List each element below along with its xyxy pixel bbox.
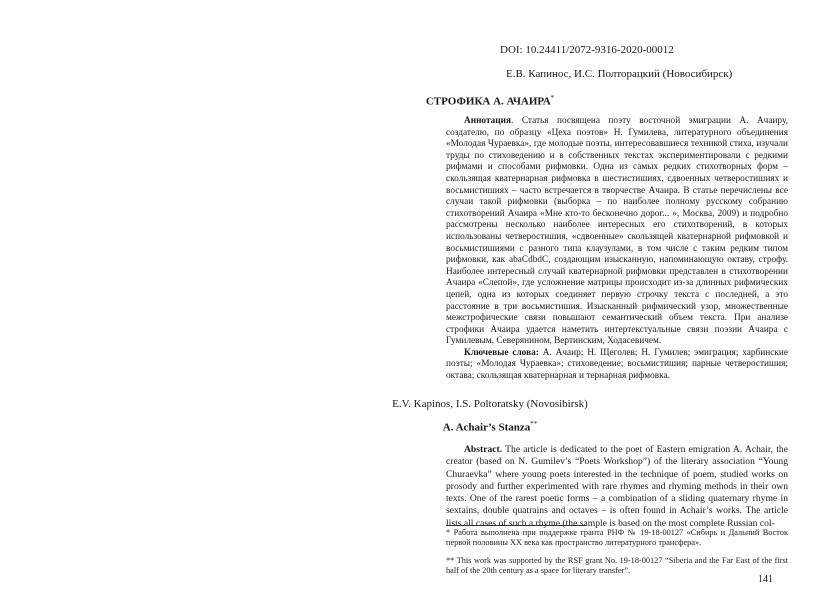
- abstract-en-text: The article is dedicated to the poet of Eastern emigration A. Achair, the creator (based on N. Gumilev’s “Poets Workshop”) of the literary association “Young Churaevka” where young poets interested in the technique of poem, studied works on prosody and further experimented with rare rhymes and rhyming methods in their own texts. One of the rarest poetic forms – a combination of a sliding quaternary rhyme in sextains, double quatrains and octaves – is often found in Achair’s works. The article lists all cases of such a rhyme (the sample is based on the most complete Russian col-: [446, 444, 788, 529]
- title-ru-footnote-mark: *: [550, 94, 555, 102]
- footnote-1: * Работа выполнена при поддержке гранта РНФ № 19-18-00127 «Сибирь и Дальний Восток первой половины XX века как пространство литературного трансфера».: [446, 528, 788, 547]
- abstract-ru-paragraph: [446, 116, 788, 348]
- page-number: 141: [758, 574, 773, 585]
- abstract-ru: [446, 116, 788, 383]
- article-title-ru: [0, 94, 820, 108]
- abstract-en: [446, 444, 788, 530]
- title-en-footnote-mark: **: [530, 420, 538, 428]
- title-ru-text: СТРОФИКА А. АЧАИРА: [425, 95, 551, 108]
- abstract-en-paragraph: [446, 444, 788, 530]
- keywords-ru-paragraph: [446, 348, 788, 383]
- abstract-ru-text: . Статья посвящена поэту восточной эмиграции А. Ачаиру, создателю, по образцу «Цеха поэтов» Н. Гумилева, литературного объединения «Молодая Чураевка», где молодые поэты, интересовавшиеся техникой стиха, изучали труды по стиховедению и в собственных текстах экспериментировали с редкими рифмами и способами рифмовки. Одна из самых редких стихотворных форм – скользящая кватернарная рифмовка в шестистишиях, сдвоенных четверостишиях и восьмистишиях – часто встречается в творчестве Ачаира. В статье перечислены все случаи такой рифмовки (выборка – по наиболее полному русскому собранию стихотворений Ачаира «Мне кто-то бесконечно дорог... », Москва, 2009) и подробно рассмотрены несколько наиболее интересных его стихотворений, в которых использованы четверостишия, «сдвоенные» скользящей кватернарной рифмовкой и восьмистишиями с разного типа клаузулами, в том числе с таким редким типом рифмовки, как abaCdbdC, создающим изысканную, напоминающую октаву, строфу. Наиболее интересный случай кватернарной рифмовки представлен в стихотворении Ачаира «Слепой», где усложнение матрицы происходит из-за длинных рифмических цепей, одна из которых соединяет первую строчку текста с последней, а это расстояние в три восьмистишия. Изысканный рифмический узор, множественные межстрофические связи повышают семантический объем текста. При анализе строфики Ачаира удается наметить интертекстуальные связи поэзии Ачаира с Гумилевым, Северянином, Вертинским, Ходасевичем.: [446, 116, 788, 347]
- footnote-divider: [446, 525, 586, 526]
- article-title-en: [0, 420, 820, 434]
- title-en-text: A. Achair’s Stanza: [442, 421, 531, 434]
- abstract-ru-label: Аннотация: [464, 116, 512, 126]
- footnote-2: ** This work was supported by the RSF grant No. 19-18-00127 “Siberia and the Far East of the first half of the 20th century as a space for literary transfer”.: [446, 556, 788, 575]
- authors-ru: Е.В. Капинос, И.С. Полторацкий (Новосибирск): [506, 68, 733, 80]
- doi: DOI: 10.24411/2072-9316-2020-00012: [500, 44, 674, 56]
- keywords-ru-text: А. Ачаир; Н. Щеголев; Н. Гумилев; эмиграция; харбинские поэты; «Молодая Чураевка»; стиховедение; восьмистишия; парные четверостишия; октава; скользящая кватернарная и тернарная рифмовка.: [446, 347, 788, 382]
- keywords-ru-label: Ключевые слова:: [464, 347, 539, 358]
- authors-en: E.V. Kapinos, I.S. Poltoratsky (Novosibirsk): [392, 398, 588, 410]
- abstract-en-label: Abstract.: [464, 444, 503, 455]
